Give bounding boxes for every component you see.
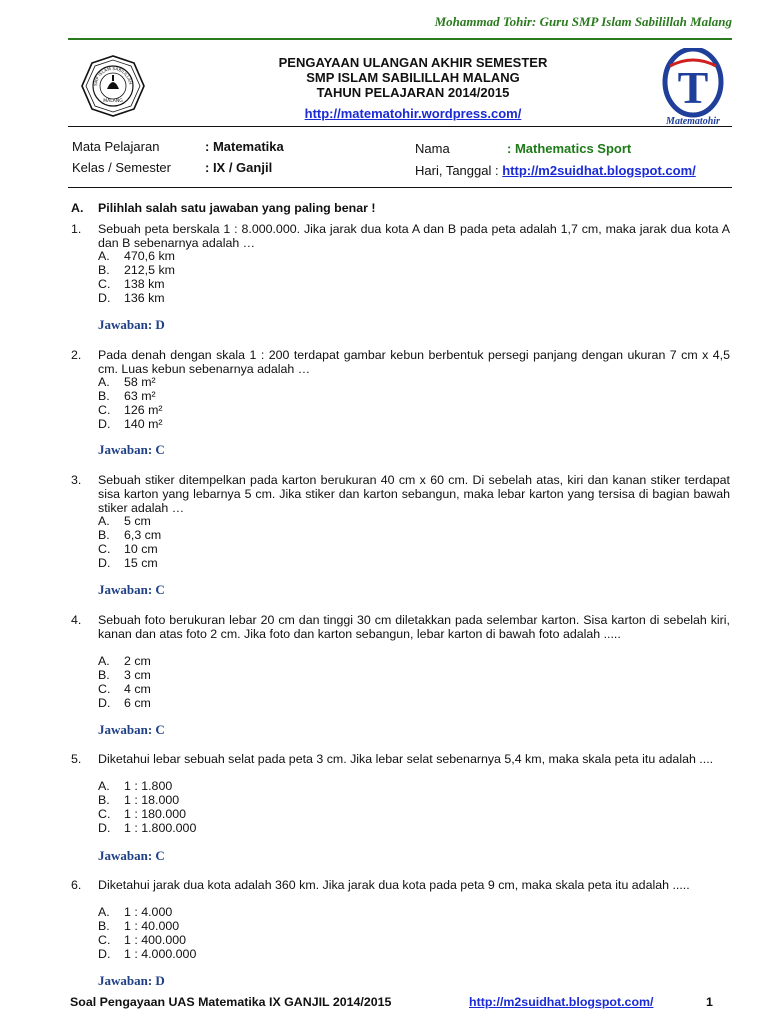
option-b: B. 212,5 km <box>98 263 175 277</box>
answer-key: Jawaban: C <box>98 848 165 863</box>
option-b: B. 6,3 cm <box>98 528 162 542</box>
answer-key: Jawaban: C <box>98 722 165 737</box>
question-text: Pada denah dengan skala 1 : 200 terdapat gambar kebun berbentuk persegi panjang dengan ukuran 7 cm x 4,5 cm. Luas kebun sebenarnya adalah … <box>98 348 730 376</box>
answer-key: Jawaban: D <box>98 317 165 332</box>
question-number: 1. <box>71 222 82 236</box>
question-text: Diketahui jarak dua kota adalah 360 km. Jika jarak dua kota pada peta 9 cm, maka skala peta itu adalah ..... <box>98 878 690 892</box>
date-field <box>415 163 696 179</box>
option-c: C. 138 km <box>98 277 165 291</box>
question-text: Diketahui lebar sebuah selat pada peta 3 cm. Jika lebar selat sebenarnya 5,4 km, maka skala peta itu adalah .... <box>98 752 714 766</box>
option-a: A. 1 : 4.000 <box>98 905 173 919</box>
author-credit: Mohammad Tohir: Guru SMP Islam Sabilillah Malang <box>434 14 732 29</box>
question-text: Sebuah foto berukuran lebar 20 cm dan tinggi 30 cm diletakkan pada selembar karton. Sisa karton di sebelah kiri, kanan dan atas foto 2 cm. Jika foto dan karton sebangun, lebar karton di bawah foto adalah ..... <box>98 613 730 641</box>
footer-link[interactable]: http://m2suidhat.blogspot.com/ <box>469 995 654 1009</box>
class-label: Kelas / Semester <box>72 160 171 175</box>
seal-bottom-text: MALANG <box>103 99 123 104</box>
option-c: C. 4 cm <box>98 682 151 696</box>
option-b: B. 1 : 18.000 <box>98 793 180 807</box>
class-value: : IX / Ganjil <box>205 160 273 175</box>
name-label: Nama <box>415 141 450 156</box>
question-number: 3. <box>71 473 82 487</box>
option-b: B. 63 m² <box>98 389 156 403</box>
option-c: C. 10 cm <box>98 542 158 556</box>
option-b: B. 1 : 40.000 <box>98 919 180 933</box>
logo-caption: Matematohir <box>666 116 720 127</box>
option-a: A. 1 : 1.800 <box>98 779 173 793</box>
subject-value: : Matematika <box>205 139 284 154</box>
info-divider <box>68 187 732 188</box>
header-divider <box>68 126 732 127</box>
option-d: D. 1 : 4.000.000 <box>98 947 197 961</box>
option-c: C. 126 m² <box>98 403 163 417</box>
date-link[interactable]: http://m2suidhat.blogspot.com/ <box>502 163 696 178</box>
question-text: Sebuah stiker ditempelkan pada karton berukuran 40 cm x 60 cm. Di sebelah atas, kiri dan kanan stiker terdapat sisa karton yang lebarnya 5 cm. Jika stiker dan karton sebangun, maka lebar karton yang tersisa di bagian bawah stiker adalah … <box>98 473 730 515</box>
page-number: 1 <box>706 995 713 1009</box>
option-d: D. 1 : 1.800.000 <box>98 821 197 835</box>
section-letter: A. <box>71 201 84 215</box>
option-d: D. 136 km <box>98 291 165 305</box>
name-value: : Mathematics Sport <box>507 141 632 156</box>
option-c: C. 1 : 400.000 <box>98 933 187 947</box>
date-label: Hari, Tanggal : <box>415 163 499 178</box>
option-a: A. 58 m² <box>98 375 156 389</box>
school-seal <box>70 53 156 119</box>
option-d: D. 6 cm <box>98 696 151 710</box>
question-number: 5. <box>71 752 82 766</box>
header-link[interactable]: http://matematohir.wordpress.com/ <box>304 106 522 121</box>
question-number: 6. <box>71 878 82 892</box>
answer-key: Jawaban: C <box>98 442 165 457</box>
header-line-2: SMP ISLAM SABILILLAH MALANG <box>306 70 520 85</box>
question-number: 2. <box>71 348 82 362</box>
subject-label: Mata Pelajaran <box>72 139 160 154</box>
section-title: Pilihlah salah satu jawaban yang paling benar ! <box>98 201 376 215</box>
header-line-1: PENGAYAAN ULANGAN AKHIR SEMESTER <box>278 55 548 70</box>
answer-key: Jawaban: C <box>98 582 165 597</box>
option-a: A. 2 cm <box>98 654 151 668</box>
header-line-3: TAHUN PELAJARAN 2014/2015 <box>316 85 510 100</box>
question-number: 4. <box>71 613 82 627</box>
option-c: C. 1 : 180.000 <box>98 807 187 821</box>
footer-title: Soal Pengayaan UAS Matematika IX GANJIL 2014/2015 <box>70 995 392 1009</box>
question-text: Sebuah peta berskala 1 : 8.000.000. Jika jarak dua kota A dan B pada peta adalah 1,7 cm, maka jarak dua kota A dan B sebenarnya adalah … <box>98 222 730 250</box>
option-a: A. 5 cm <box>98 514 151 528</box>
matematohir-logo <box>656 48 730 132</box>
option-d: D. 15 cm <box>98 556 158 570</box>
option-a: A. 470,6 km <box>98 249 175 263</box>
option-b: B. 3 cm <box>98 668 151 682</box>
logo-letter: T <box>677 62 709 113</box>
option-d: D. 140 m² <box>98 417 163 431</box>
top-rule <box>68 38 732 40</box>
seal-ring-text: SMP ISLAM SABILILLAH <box>92 65 133 87</box>
answer-key: Jawaban: D <box>98 973 165 988</box>
